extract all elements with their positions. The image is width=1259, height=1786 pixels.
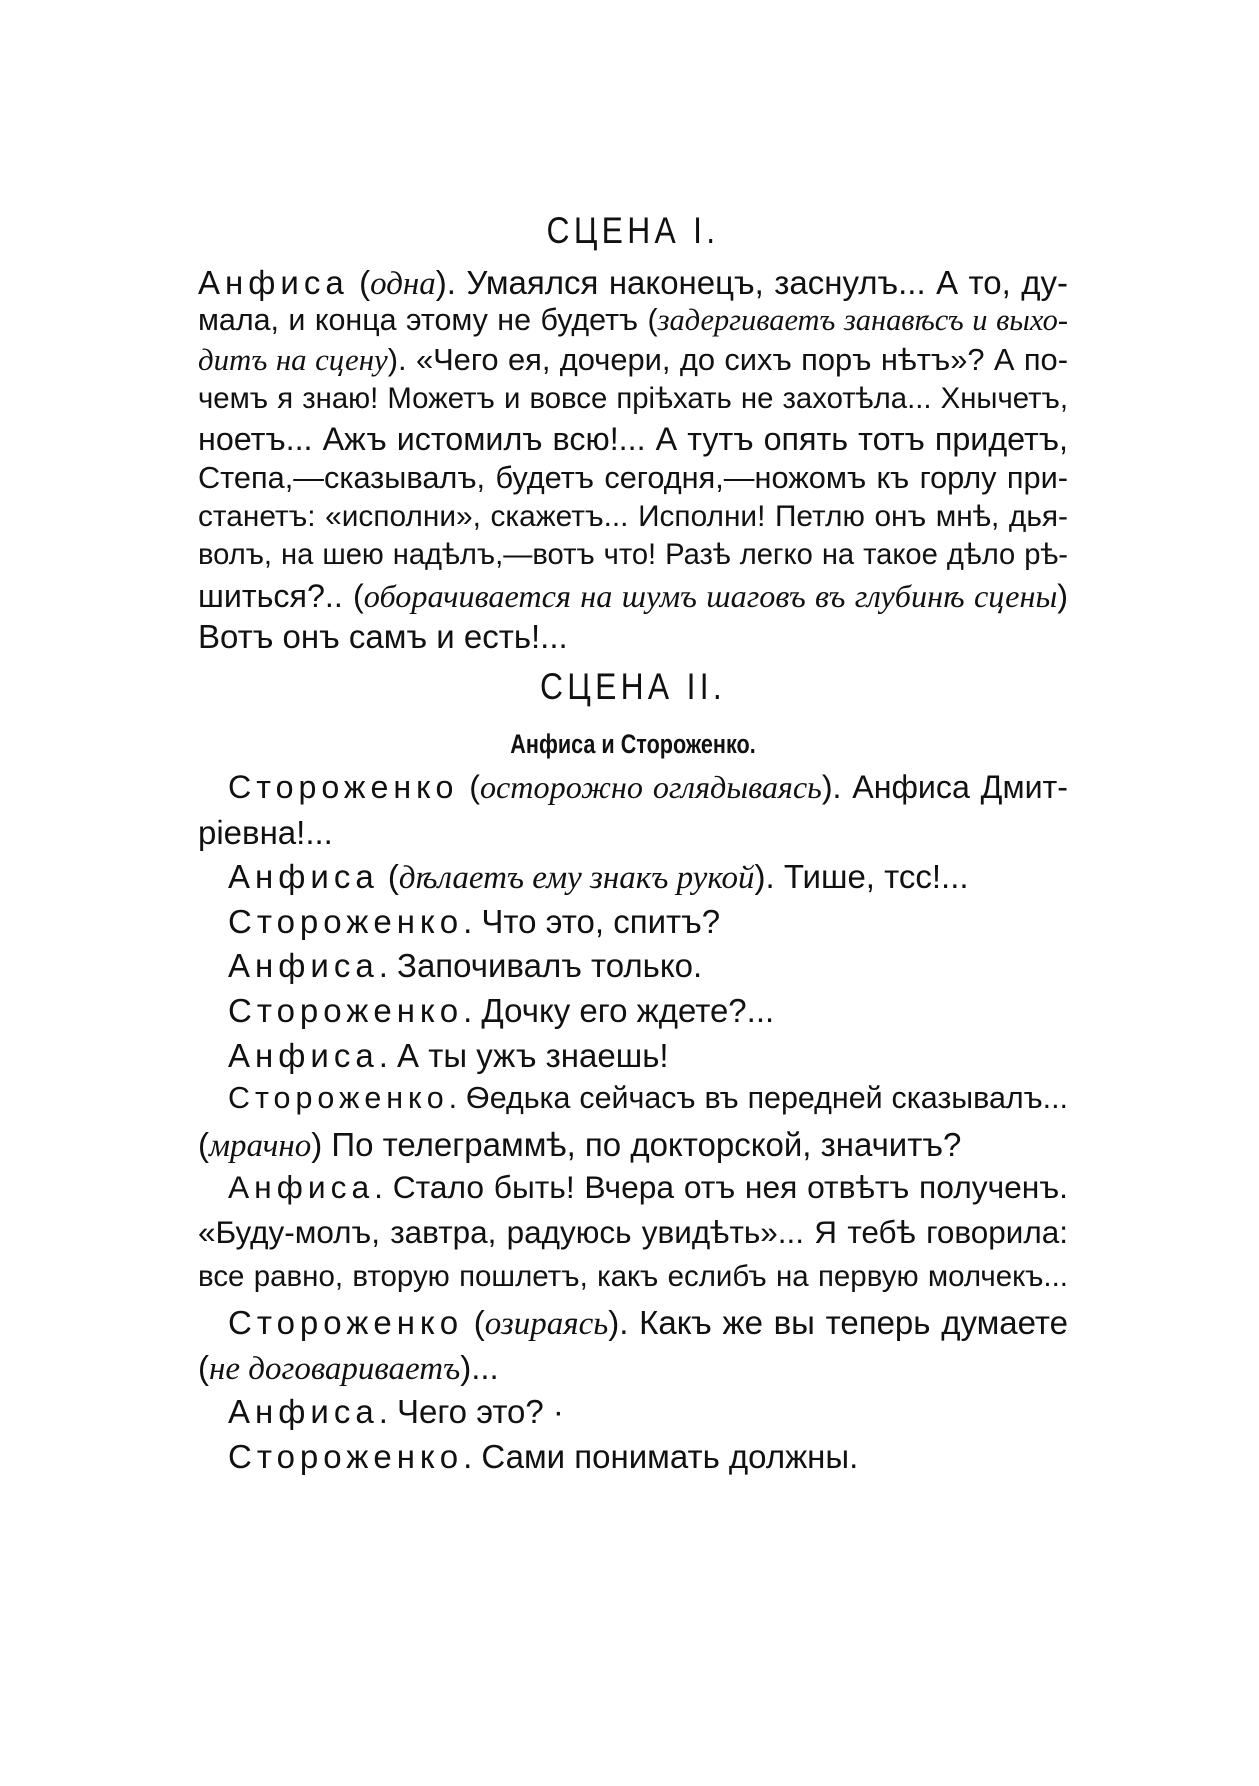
line-text: . Сами понимать должны.: [463, 1438, 859, 1475]
line-text: все равно, вторую пошлетъ, какъ еслибъ на первую молчекъ...: [198, 1259, 1068, 1293]
line-text: (: [198, 1348, 209, 1386]
line-text: шиться?.. (: [198, 578, 364, 615]
line-text: ). Умаялся наконецъ, заснулъ... А то, ду-: [435, 264, 1068, 301]
stage-direction: дитъ на сцену: [198, 342, 388, 377]
line-text: . Дочку его ждете?...: [463, 992, 775, 1029]
scene1-line: [198, 541, 1068, 570]
line-text: Степа,—сказывалъ, будетъ сегодня,—ножомъ къ горлу при-: [198, 459, 1068, 495]
scene2-line: [198, 947, 1068, 985]
line-text: (: [378, 858, 399, 896]
scene2-line: [198, 1306, 1068, 1341]
line-text: ) По телеграммѣ, по докторской, значитъ?: [311, 1125, 962, 1163]
stage-direction: оборачивается на шумъ шаговъ въ глубинѣ сцены: [363, 578, 1058, 615]
speaker-name: Стороженко: [228, 1081, 449, 1116]
scene2-line: [198, 860, 1068, 895]
line-text: . Чего это? ·: [378, 1393, 564, 1431]
speaker-name: Стороженко: [228, 902, 464, 940]
scene1-line: [198, 578, 1068, 615]
line-text: (: [348, 264, 371, 301]
stage-direction: не договариваетъ: [209, 1350, 461, 1387]
line-text: . Стало быть! Вчера отъ нея отвѣтъ полученъ.: [374, 1169, 1068, 1206]
line-text: (: [463, 1304, 485, 1342]
speaker-name: Анфиса: [228, 858, 379, 896]
stage-direction: озираясь: [484, 1306, 609, 1343]
scene2-line: [198, 1036, 1068, 1074]
stage-direction: дѣлаетъ ему знакъ рукой: [398, 860, 755, 897]
scene2-line: [198, 1217, 1068, 1248]
line-text: . А ты ужъ знаешь!: [378, 1036, 669, 1074]
scene1-line: [198, 341, 1068, 377]
speaker-name: Анфиса: [228, 1169, 375, 1206]
scene2-line: [198, 771, 1068, 803]
line-text: (: [458, 769, 480, 805]
speaker-name: Стороженко: [228, 769, 459, 805]
scene1-line: [198, 459, 1068, 495]
scene1-line: [198, 421, 1068, 458]
speaker-name: Анфиса: [228, 1393, 379, 1431]
speaker-name: Стороженко: [228, 1304, 464, 1342]
line-text: )...: [460, 1348, 499, 1386]
scene1-line: [198, 381, 1068, 415]
line-text: ). Анфиса Дмит-: [821, 769, 1068, 805]
scene2-line: [198, 1125, 1068, 1164]
line-text: . Ѳедька сейчасъ въ передней сказывалъ...: [448, 1081, 1068, 1116]
scene-1-title: СЦЕНА I.: [546, 210, 720, 251]
speaker-name: Анфиса: [228, 947, 379, 985]
scene2-line: [198, 1393, 1068, 1431]
line-text: ): [1057, 578, 1068, 615]
scene1-line: [198, 303, 1068, 338]
scene2-line: [198, 1259, 1068, 1293]
speaker-name: Стороженко: [228, 992, 464, 1029]
scene1-line: [198, 499, 1068, 533]
line-text: мала, и конца этому не будетъ (: [198, 303, 658, 338]
scene2-line: [198, 1348, 1068, 1387]
line-text: волъ, на шею надѣлъ,—вотъ что! Разѣ легко на такое дѣло рѣ-: [198, 539, 1068, 572]
line-text: (: [198, 1125, 209, 1163]
speaker-name: Анфиса: [228, 1036, 379, 1074]
stage-direction: осторожно оглядываясь: [479, 769, 822, 805]
line-text: ). Какъ же вы теперь думаете: [608, 1304, 1068, 1342]
scene2-line: [198, 1169, 1068, 1206]
scene2-line: [198, 902, 1068, 940]
scene2-line: [198, 1081, 1068, 1116]
scene1-line: [198, 266, 1068, 301]
stage-direction: мрачно: [209, 1127, 312, 1164]
scene2-line: [198, 1440, 1068, 1473]
scene2-line: [198, 994, 1068, 1027]
line-text: ). Тише, тсс!...: [754, 858, 969, 896]
scene-2-title: СЦЕНА II.: [539, 666, 727, 707]
speaker-name: Анфиса: [198, 264, 349, 301]
line-text: Вотъ онъ самъ и есть!...: [198, 617, 568, 655]
scene-2-characters: Анфиса и Стороженко.: [510, 729, 756, 759]
line-text: ). «Чего ея, дочери, до сихъ поръ нѣтъ»? А по-: [387, 341, 1068, 377]
stage-direction: одна: [370, 266, 436, 302]
speaker-name: Стороженко: [228, 1438, 464, 1475]
scene1-line: [198, 617, 1068, 655]
line-text: . Започивалъ только.: [378, 947, 703, 985]
line-text: чемъ я знаю! Можетъ и вовсе пріѣхать не захотѣла... Хнычетъ,: [198, 381, 1068, 415]
line-text: «Буду-молъ, завтра, радуюсь увидѣть»... Я тебѣ говорила:: [198, 1215, 1068, 1250]
line-text: станетъ: «исполни», скажетъ... Исполни! Петлю онъ мнѣ, дья-: [198, 499, 1068, 533]
line-text: . Что это, спитъ?: [463, 902, 721, 940]
line-text: ріевна!...: [198, 813, 333, 851]
scene2-line: [198, 813, 1068, 851]
stage-direction: задергиваетъ занавѣсъ и выхо-: [657, 303, 1068, 338]
line-text: ноетъ... Ажъ истомилъ всю!... А тутъ опять тотъ придетъ,: [198, 421, 1068, 458]
